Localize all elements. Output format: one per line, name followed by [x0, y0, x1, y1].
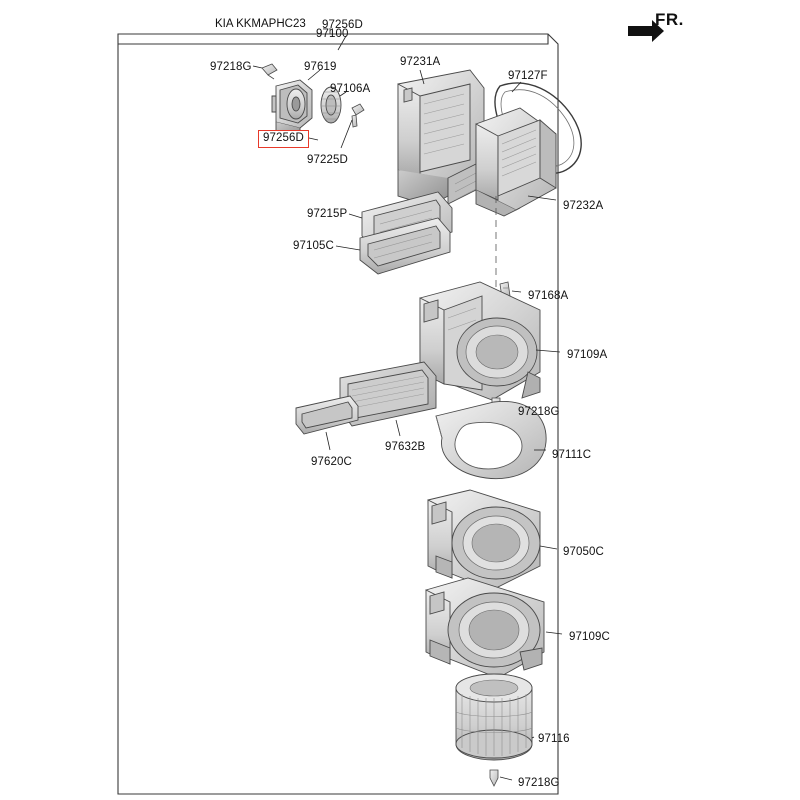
leader-97218G-top [253, 66, 262, 68]
callout-97218G-mid[interactable]: 97218G [518, 406, 560, 418]
callout-97111C[interactable]: 97111C [552, 449, 592, 461]
callout-97256D-highlighted[interactable]: 97256D [258, 130, 309, 148]
callout-97100[interactable]: 97100 [316, 28, 349, 40]
part-97225D-screw [352, 104, 364, 127]
leader-97050C [540, 546, 557, 549]
callout-97105C[interactable]: 97105C [293, 240, 334, 252]
leader-97215P [349, 214, 362, 218]
leader-97109C [546, 632, 562, 634]
part-97109A-housing [420, 282, 540, 400]
callout-97116[interactable]: 97116 [538, 733, 570, 745]
callout-97168A[interactable]: 97168A [528, 290, 569, 302]
part-97620C-strip [296, 396, 358, 434]
part-97116-blower-wheel [456, 674, 532, 760]
leader-97620C [326, 432, 330, 450]
callout-97127F[interactable]: 97127F [508, 70, 548, 82]
callout-97231A[interactable]: 97231A [400, 56, 441, 68]
leader-97218G-bottom [500, 777, 512, 780]
part-97050C-housing [428, 490, 540, 590]
callout-97050C[interactable]: 97050C [563, 546, 604, 558]
diagram-header-text: KIA KKMAPHC23 [215, 18, 306, 30]
part-97232A-housing [476, 108, 556, 216]
callout-97106A[interactable]: 97106A [330, 83, 371, 95]
part-97218G-top-clip [262, 64, 277, 79]
callout-97215P[interactable]: 97215P [307, 208, 348, 220]
callout-97225D[interactable]: 97225D [307, 154, 348, 166]
callout-97218G-top[interactable]: 97218G [210, 61, 252, 73]
callout-97632B[interactable]: 97632B [385, 441, 426, 453]
part-97218G-bottom-clip [490, 770, 498, 786]
callout-97256D-top[interactable]: 97256D [322, 19, 363, 31]
front-direction-label: FR. [655, 10, 684, 29]
callout-97232A[interactable]: 97232A [563, 200, 604, 212]
callout-97109C[interactable]: 97109C [569, 631, 610, 643]
callout-97620C[interactable]: 97620C [311, 456, 352, 468]
callout-97109A[interactable]: 97109A [567, 349, 608, 361]
leader-97105C [336, 246, 360, 250]
part-97231A-case [398, 70, 484, 206]
callout-97218G-bottom[interactable]: 97218G [518, 777, 560, 789]
leader-97225D [341, 120, 352, 148]
callout-97619[interactable]: 97619 [304, 61, 337, 73]
leader-97632B [396, 420, 400, 436]
leader-97168A [512, 291, 521, 292]
part-97109C-housing [426, 578, 544, 678]
